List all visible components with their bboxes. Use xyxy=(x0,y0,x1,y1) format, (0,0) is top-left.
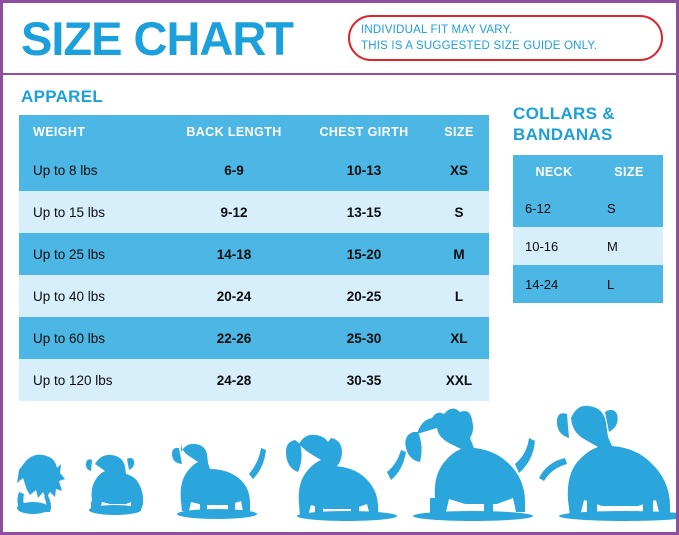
dog-silhouettes xyxy=(3,396,676,526)
table-row xyxy=(19,233,489,275)
apparel-cell-weight: Up to 40 lbs xyxy=(19,275,169,317)
header xyxy=(3,3,676,75)
table-row xyxy=(19,275,489,317)
apparel-section-label: APPAREL xyxy=(21,87,104,106)
collars-table xyxy=(513,155,663,303)
header-divider xyxy=(3,73,676,75)
page-title: SIZE CHART xyxy=(21,12,293,65)
collars-section-label xyxy=(513,103,663,145)
apparel-header-row xyxy=(19,115,489,149)
apparel-cell-chest-girth: 10-13 xyxy=(299,149,429,191)
apparel-cell-back-length: 20-24 xyxy=(169,275,299,317)
collars-col-neck: NECK xyxy=(513,155,595,189)
apparel-cell-weight: Up to 60 lbs xyxy=(19,317,169,359)
apparel-cell-chest-girth: 30-35 xyxy=(299,359,429,401)
dog-silhouette-xs xyxy=(17,455,65,514)
collars-cell-size: S xyxy=(595,189,663,227)
apparel-cell-size: L xyxy=(429,275,489,317)
apparel-cell-back-length: 6-9 xyxy=(169,149,299,191)
collars-header-row xyxy=(513,155,663,189)
table-row xyxy=(19,359,489,401)
apparel-cell-weight: Up to 15 lbs xyxy=(19,191,169,233)
dog-silhouette-l xyxy=(286,435,406,521)
disclaimer-line-1: INDIVIDUAL FIT MAY VARY. xyxy=(361,24,513,36)
collars-cell-neck: 14-24 xyxy=(513,265,595,303)
apparel-cell-chest-girth: 13-15 xyxy=(299,191,429,233)
apparel-cell-size: M xyxy=(429,233,489,275)
apparel-cell-chest-girth: 15-20 xyxy=(299,233,429,275)
disclaimer-line-2: THIS IS A SUGGESTED SIZE GUIDE ONLY. xyxy=(361,40,598,52)
dog-silhouette-xl xyxy=(405,408,535,521)
apparel-cell-back-length: 22-26 xyxy=(169,317,299,359)
dog-silhouette-m xyxy=(172,442,266,519)
disclaimer-text xyxy=(361,22,661,54)
table-row xyxy=(513,265,663,303)
collars-section-label-line-2: BANDANAS xyxy=(513,125,613,144)
table-row xyxy=(19,149,489,191)
collars-section-label-line-1: COLLARS & xyxy=(513,104,615,123)
apparel-cell-weight: Up to 25 lbs xyxy=(19,233,169,275)
apparel-cell-size: XL xyxy=(429,317,489,359)
collars-cell-size: M xyxy=(595,227,663,265)
dog-silhouette-s xyxy=(86,455,143,515)
collars-cell-size: L xyxy=(595,265,663,303)
apparel-cell-back-length: 24-28 xyxy=(169,359,299,401)
apparel-cell-back-length: 14-18 xyxy=(169,233,299,275)
apparel-col-weight: WEIGHT xyxy=(19,115,169,149)
apparel-table xyxy=(19,115,489,401)
apparel-cell-size: XS xyxy=(429,149,489,191)
apparel-cell-weight: Up to 8 lbs xyxy=(19,149,169,191)
table-row xyxy=(19,317,489,359)
apparel-col-size: SIZE xyxy=(429,115,489,149)
apparel-cell-chest-girth: 20-25 xyxy=(299,275,429,317)
apparel-col-back-length: BACK LENGTH xyxy=(169,115,299,149)
dog-silhouette-xxl xyxy=(539,406,676,521)
apparel-cell-size: XXL xyxy=(429,359,489,401)
apparel-cell-chest-girth: 25-30 xyxy=(299,317,429,359)
table-row xyxy=(513,189,663,227)
apparel-col-chest-girth: CHEST GIRTH xyxy=(299,115,429,149)
table-row xyxy=(19,191,489,233)
apparel-cell-size: S xyxy=(429,191,489,233)
collars-cell-neck: 10-16 xyxy=(513,227,595,265)
collars-col-size: SIZE xyxy=(595,155,663,189)
collars-cell-neck: 6-12 xyxy=(513,189,595,227)
table-row xyxy=(513,227,663,265)
apparel-cell-weight: Up to 120 lbs xyxy=(19,359,169,401)
apparel-cell-back-length: 9-12 xyxy=(169,191,299,233)
